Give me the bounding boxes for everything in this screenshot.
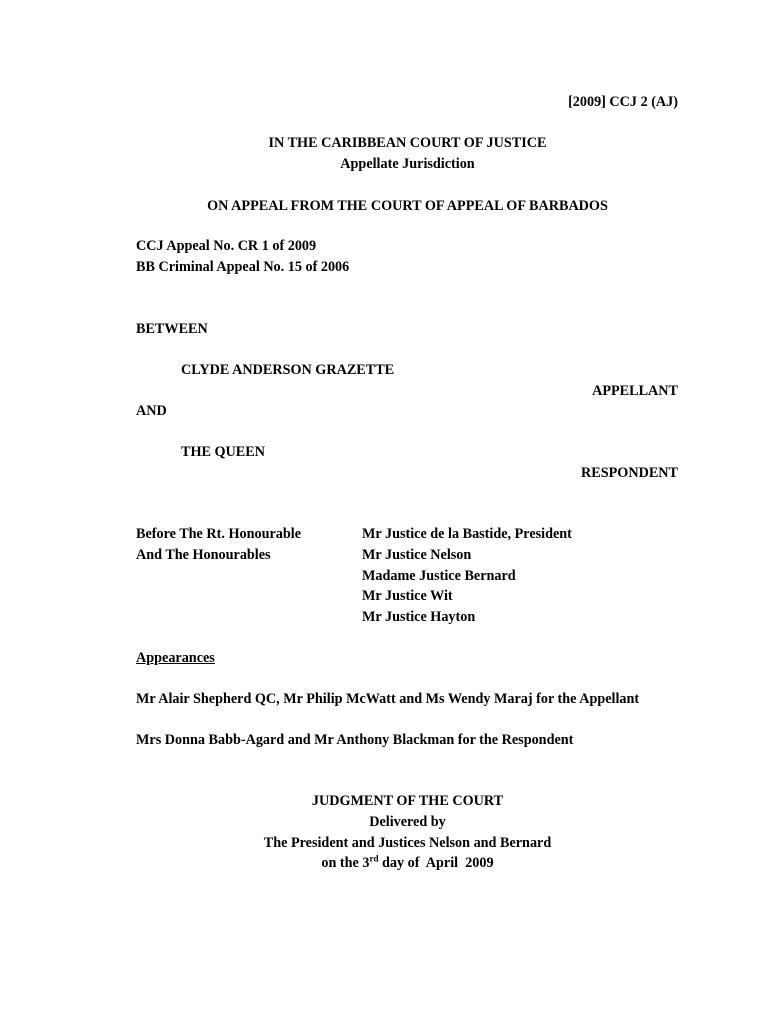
judgment-date (0, 854, 770, 872)
bench-label-2: And The Honourables (136, 547, 271, 563)
appearance-respondent: Mrs Donna Babb-Agard and Mr Anthony Blackman for the Respondent (136, 732, 574, 748)
judgment-by-whom: The President and Justices Nelson and Bernard (263, 835, 552, 851)
appellant-role: APPELLANT (592, 383, 678, 399)
court-jurisdiction: Appellate Jurisdiction (340, 156, 475, 172)
between-label: BETWEEN (136, 321, 208, 337)
judgment-date-suffix: day of April 2009 (378, 855, 494, 871)
judge-5: Mr Justice Hayton (362, 609, 476, 625)
appearance-appellant: Mr Alair Shepherd QC, Mr Philip McWatt and Ms Wendy Maraj for the Appellant (136, 691, 640, 707)
judgment-title: JUDGMENT OF THE COURT (311, 793, 504, 809)
appearances-heading: Appearances (136, 650, 215, 666)
case-number-ccj: CCJ Appeal No. CR 1 of 2009 (136, 238, 317, 254)
judge-3: Madame Justice Bernard (362, 568, 516, 584)
and-label: AND (136, 403, 167, 419)
judge-2: Mr Justice Nelson (362, 547, 472, 563)
judgment-date-prefix: on the 3 (321, 855, 370, 871)
judge-4: Mr Justice Wit (362, 588, 453, 604)
citation: [2009] CCJ 2 (AJ) (568, 94, 678, 110)
judge-1: Mr Justice de la Bastide, President (362, 526, 572, 542)
respondent-role: RESPONDENT (581, 465, 678, 481)
respondent-name: THE QUEEN (181, 444, 265, 460)
judgment-delivered-by: Delivered by (369, 814, 446, 830)
case-number-bb: BB Criminal Appeal No. 15 of 2006 (136, 259, 350, 275)
appeal-from: ON APPEAL FROM THE COURT OF APPEAL OF BARBADOS (207, 198, 608, 214)
judgment-date-ordinal: rd (369, 853, 379, 864)
bench-label-1: Before The Rt. Honourable (136, 526, 301, 542)
court-name: IN THE CARIBBEAN COURT OF JUSTICE (268, 135, 547, 151)
appellant-name: CLYDE ANDERSON GRAZETTE (181, 362, 395, 378)
